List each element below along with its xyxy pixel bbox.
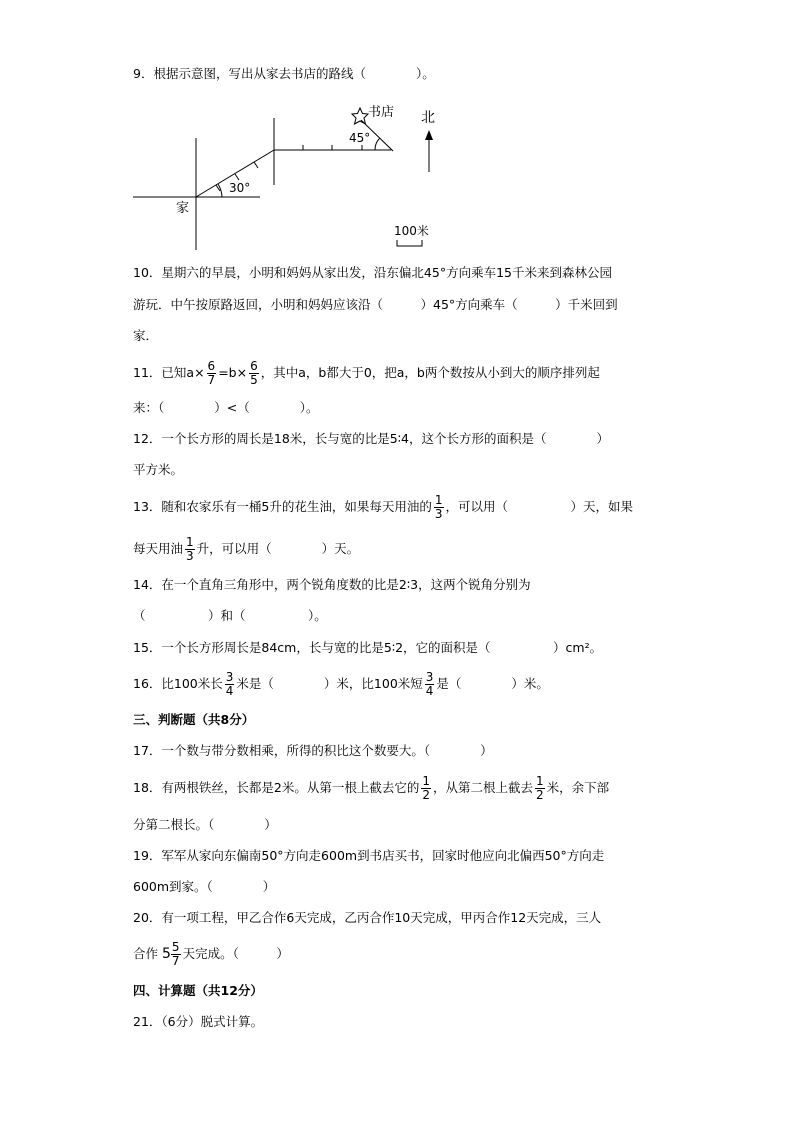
question-10-line-3: 家． <box>133 328 159 343</box>
bookstore-label: 书店 <box>368 105 395 120</box>
question-10-line-2: 游玩．中午按原路返回，小明和妈妈应该沿（ ）45°方向乘车（ ）千米回到 <box>133 297 618 312</box>
north-label: 北 <box>421 110 435 126</box>
question-14-line-2: （ ）和（ ）。 <box>133 608 327 623</box>
mixed-number-integer: 5 <box>162 946 171 962</box>
q13-text-c: 每天用油 <box>133 541 184 556</box>
question-19-line-2: 600m到家。（ ） <box>133 879 276 894</box>
route-diagram <box>125 100 445 255</box>
question-15: 15．一个长方形周长是84cm，长与宽的比是5∶2，它的面积是（ ）cm²。 <box>133 640 603 655</box>
q11-text-c: ，其中a，b都大于0，把a，b两个数按从小到大的顺序排列起 <box>260 365 600 380</box>
angle-bookstore-label: 45° <box>349 131 371 145</box>
question-18-line-1 <box>133 770 609 806</box>
fraction: $\frac{3}{4}$ <box>425 670 434 698</box>
fraction: $\frac{1}{3}$ <box>186 535 194 563</box>
q20-text-a: 合作 <box>133 946 159 961</box>
star-icon <box>352 108 368 124</box>
question-9: 9．根据示意图，写出从家去书店的路线（ ）。 <box>133 66 435 81</box>
question-16 <box>133 666 549 702</box>
question-21: 21．（6分）脱式计算。 <box>133 1014 264 1029</box>
question-18-line-2: 分第二根长。（ ） <box>133 817 277 832</box>
fraction: $\frac{1}{2}$ <box>536 774 544 802</box>
question-20-line-1: 20．有一项工程，甲乙合作6天完成，乙丙合作10天完成，甲丙合作12天完成，三人 <box>133 910 602 925</box>
q16-text-a: 16．比100米长 <box>133 676 223 691</box>
section-3-heading: 三、判断题（共8分） <box>133 712 255 727</box>
question-10-line-1: 10．星期六的早晨，小明和妈妈从家出发，沿东偏北45°方向乘车15千米来到森林公园 <box>133 265 612 280</box>
q13-text-a: 13．随和农家乐有一桶5升的花生油，如果每天用油的 <box>133 499 432 514</box>
fraction: $\frac{3}{4}$ <box>225 670 234 698</box>
q20-text-b: 天完成。（ ） <box>182 946 289 961</box>
q11-text-a: 11．已知a× <box>133 365 205 380</box>
q18-text-c: 米，余下部 <box>546 780 610 795</box>
q18-text-a: 18．有两根铁丝，长都是2米。从第一根上截去它的 <box>133 780 420 795</box>
question-13-line-1 <box>133 489 633 525</box>
scale-label: 100米 <box>394 224 429 238</box>
q13-text-b: ，可以用（ ）天，如果 <box>445 499 634 514</box>
q18-text-b: ，从第二根上截去 <box>433 780 534 795</box>
angle-home-label: 30° <box>229 181 251 195</box>
question-17: 17．一个数与带分数相乘，所得的积比这个数要大。（ ） <box>133 743 493 758</box>
question-13-line-2 <box>133 531 359 567</box>
fraction: $\frac{6}{7}$ <box>207 359 216 387</box>
north-arrow-icon <box>425 130 433 140</box>
question-19-line-1: 19．军军从家向东偏南50°方向走600m到书店买书，回家时他应向北偏西50°方向走 <box>133 848 605 863</box>
fraction: $\frac{6}{5}$ <box>250 359 258 387</box>
question-20-line-2 <box>133 936 289 972</box>
question-12-line-1: 12．一个长方形的周长是18米，长与宽的比是5∶4，这个长方形的面积是（ ） <box>133 431 609 446</box>
q16-text-c: 是（ ）米。 <box>436 676 549 691</box>
home-label: 家 <box>176 201 190 216</box>
question-14-line-1: 14．在一个直角三角形中，两个锐角度数的比是2∶3，这两个锐角分别为 <box>133 577 531 592</box>
question-12-line-2: 平方米。 <box>133 462 184 477</box>
q11-text-b: =b× <box>218 365 248 380</box>
section-4-heading: 四、计算题（共12分） <box>133 983 263 998</box>
question-11-line-2: 来：（ ）<（ ）。 <box>133 400 319 415</box>
question-11-line-1 <box>133 355 600 391</box>
fraction: $\frac{1}{3}$ <box>434 493 443 521</box>
fraction: $\frac{1}{2}$ <box>422 774 431 802</box>
q13-text-d: 升，可以用（ ）天。 <box>196 541 360 556</box>
q16-text-b: 米是（ ）米，比100米短 <box>236 676 423 691</box>
fraction: $\frac{5}{7}$ <box>171 940 180 968</box>
